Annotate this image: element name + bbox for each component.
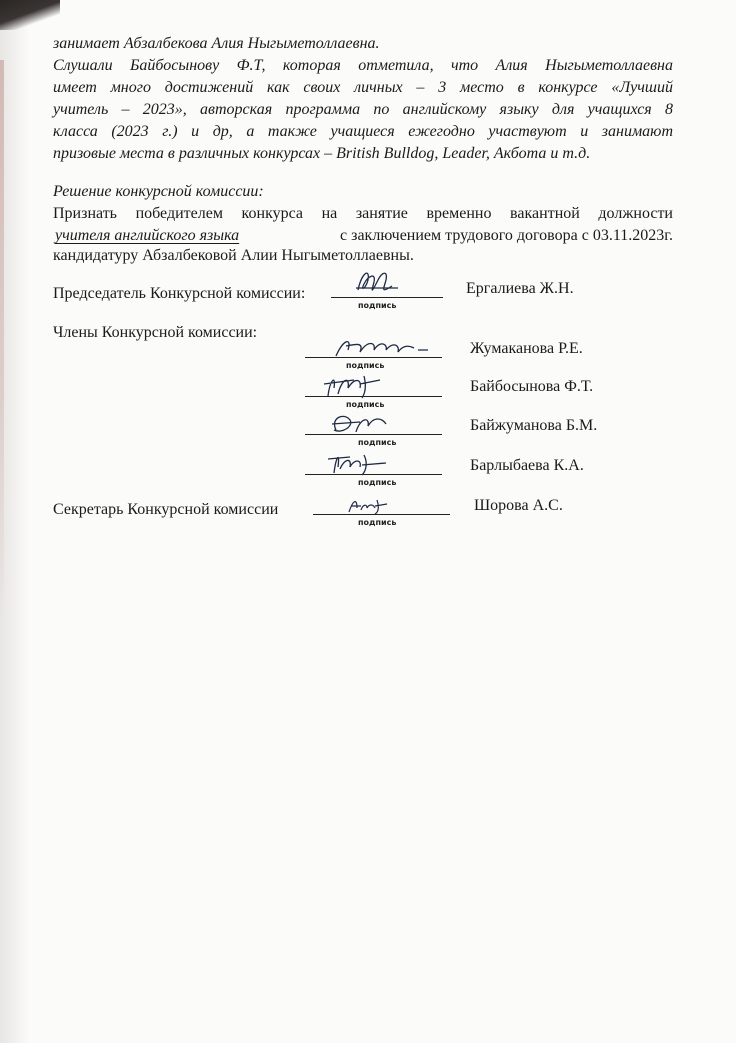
- corner-shadow: [0, 0, 60, 30]
- paragraph-line: занимает Абзалбекова Алия Ныгыметоллаевна.: [53, 35, 380, 52]
- member-name: Байбосынова Ф.Т.: [470, 378, 594, 395]
- position-underlined: учителя английского языка: [55, 227, 240, 244]
- chair-label: Председатель Конкурсной комиссии:: [53, 285, 306, 302]
- page-edge-shadow: [0, 0, 30, 1043]
- signature-member-4: [322, 447, 392, 477]
- paragraph-line: Слушали Байбосынову Ф.Т, которая отметила, что Алия Ныгыметоллаевна: [53, 57, 673, 74]
- signature-caption: подпись: [358, 438, 397, 447]
- paragraph-line: учитель – 2023», авторская программа по английскому языку для учащихся 8: [53, 101, 673, 118]
- chair-name: Ергалиева Ж.Н.: [466, 280, 574, 297]
- signature-member-1: [330, 334, 430, 360]
- paragraph-line: имеет много достижений как своих личных – 3 место в конкурсе «Лучший: [53, 79, 673, 96]
- page-edge-tint: [0, 60, 4, 620]
- signature-caption: подпись: [346, 361, 385, 370]
- decision-line: Признать победителем конкурса на занятие временно вакантной должности: [53, 205, 673, 222]
- signature-member-3: [326, 408, 396, 438]
- signature-chair: [352, 266, 402, 300]
- secretary-name: Шорова А.С.: [474, 497, 563, 514]
- signature-caption: подпись: [358, 518, 397, 527]
- decision-line: [53, 225, 673, 247]
- signature-caption: подпись: [346, 400, 385, 409]
- decision-heading: Решение конкурсной комиссии:: [53, 183, 264, 200]
- member-name: Барлыбаева К.А.: [470, 457, 584, 474]
- decision-line-rest: с заключением трудового договора с 03.11.2023г.: [340, 227, 673, 244]
- member-name: Байжуманова Б.М.: [470, 417, 598, 434]
- paragraph-line: призовые места в различных конкурсах – British Bulldog, Leader, Акбота и т.д.: [53, 145, 591, 162]
- decision-line: кандидатуру Абзалбековой Алии Ныгыметоллаевны.: [53, 247, 414, 264]
- signature-member-2: [320, 370, 390, 400]
- signature-caption: подпись: [358, 478, 397, 487]
- member-name: Жумаканова Р.Е.: [470, 340, 583, 357]
- paragraph-line: класса (2023 г.) и др, а также учащиеся ежегодно участвуют и занимают: [53, 123, 673, 140]
- secretary-label: Секретарь Конкурсной комиссии: [53, 501, 279, 518]
- signature-caption: подпись: [358, 301, 397, 310]
- signature-secretary: [345, 494, 390, 516]
- members-label: Члены Конкурсной комиссии:: [53, 324, 258, 341]
